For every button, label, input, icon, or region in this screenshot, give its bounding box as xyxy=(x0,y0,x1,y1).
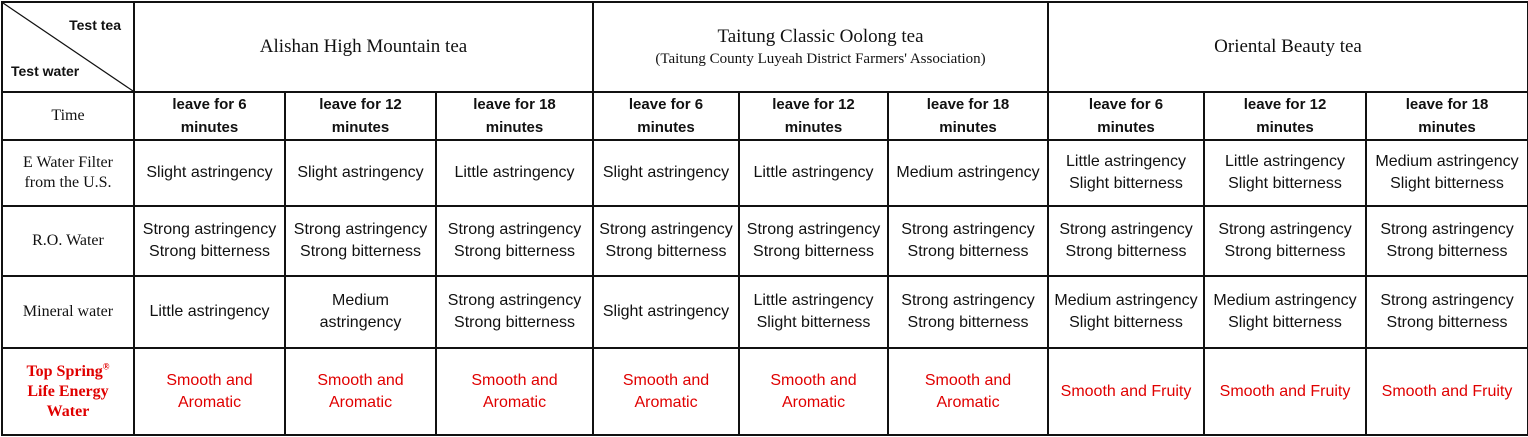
result-cell xyxy=(134,206,285,276)
result-cell xyxy=(436,276,593,348)
time-header-line: leave for 6 xyxy=(172,96,247,113)
tea-header-taitung xyxy=(593,2,1048,92)
result-cell xyxy=(285,140,436,206)
result-line: astringency xyxy=(319,314,402,331)
result-line: Smooth and xyxy=(166,371,253,389)
water-row-top-spring xyxy=(2,348,1528,435)
time-header-line: minutes xyxy=(180,119,239,136)
time-header-cell xyxy=(285,92,436,140)
result-line: Strong astringency xyxy=(447,292,582,309)
result-line: Little astringency xyxy=(753,292,874,309)
result-line: Aromatic xyxy=(936,393,1000,411)
result-line: Strong astringency xyxy=(142,221,277,238)
result-line: Strong astringency xyxy=(1380,221,1514,238)
row-label-line xyxy=(3,362,133,382)
result-cell xyxy=(436,206,593,276)
row-label-mineral-water xyxy=(2,276,134,348)
result-line: Medium xyxy=(332,292,389,309)
time-header-line: minutes xyxy=(331,119,390,136)
result-line: Strong astringency xyxy=(1218,221,1352,238)
time-row xyxy=(2,92,1528,140)
tea-comparison-table xyxy=(1,1,1528,436)
result-cell xyxy=(1204,276,1366,348)
result-line: Slight bitterness xyxy=(1228,175,1342,192)
result-cell xyxy=(593,348,739,435)
result-line: Slight bitterness xyxy=(756,314,871,331)
result-cell xyxy=(134,140,285,206)
tea-header-row xyxy=(2,2,1528,92)
result-cell xyxy=(285,206,436,276)
result-line: Strong bitterness xyxy=(1386,314,1508,331)
result-line: Smooth and Fruity xyxy=(1381,382,1513,400)
time-header-line: leave for 12 xyxy=(1243,96,1327,113)
result-line: Strong astringency xyxy=(901,292,1035,309)
result-cell xyxy=(1048,140,1204,206)
time-header-line: minutes xyxy=(784,119,843,136)
result-cell xyxy=(1366,206,1528,276)
result-line: Strong astringency xyxy=(1380,292,1514,309)
row-label-ro-water xyxy=(2,206,134,276)
result-line: Strong astringency xyxy=(447,221,582,238)
tea-header-alishan xyxy=(134,2,593,92)
result-line: Slight bitterness xyxy=(1228,314,1342,331)
result-line: Strong astringency xyxy=(293,221,428,238)
time-header-cell xyxy=(593,92,739,140)
result-line: Smooth and xyxy=(924,371,1012,389)
row-label-line: Mineral water xyxy=(22,303,114,320)
result-line: Strong astringency xyxy=(1059,221,1193,238)
result-cell xyxy=(1366,276,1528,348)
time-header-cell xyxy=(1366,92,1528,140)
time-header-line: minutes xyxy=(1418,119,1476,136)
result-cell xyxy=(1366,140,1528,206)
result-cell xyxy=(1204,348,1366,435)
time-header-cell xyxy=(1204,92,1366,140)
corner-test-tea-label: Test tea xyxy=(69,17,121,33)
result-line: Strong bitterness xyxy=(300,243,421,260)
result-cell xyxy=(593,206,739,276)
tea-name: Oriental Beauty tea xyxy=(1214,36,1362,57)
result-line: Little astringency xyxy=(454,164,575,181)
time-header-line: leave for 6 xyxy=(1088,96,1164,113)
time-header-line: minutes xyxy=(939,119,997,136)
result-cell xyxy=(739,206,888,276)
result-line: Smooth and xyxy=(471,371,558,389)
result-line: Medium astringency xyxy=(1213,292,1357,309)
result-line: Slight astringency xyxy=(602,303,730,320)
result-cell xyxy=(285,348,436,435)
result-cell xyxy=(1366,348,1528,435)
water-row-mineral-water xyxy=(2,276,1528,348)
time-header-line: leave for 12 xyxy=(772,96,855,113)
corner-test-water-label: Test water xyxy=(11,63,80,79)
result-cell xyxy=(1048,276,1204,348)
time-header-line: leave for 12 xyxy=(319,96,402,113)
result-cell xyxy=(1204,140,1366,206)
time-header-cell xyxy=(1048,92,1204,140)
result-line: Aromatic xyxy=(781,393,846,411)
brand-name: Top Spring xyxy=(26,362,103,380)
result-cell xyxy=(593,276,739,348)
row-label-line: Water xyxy=(46,402,90,420)
result-line: Little astringency xyxy=(753,164,874,181)
result-line: Strong bitterness xyxy=(1386,243,1508,260)
result-line: Slight astringency xyxy=(146,164,273,181)
result-line: Slight bitterness xyxy=(1069,314,1183,331)
result-line: Strong bitterness xyxy=(907,243,1029,260)
result-cell xyxy=(436,140,593,206)
result-line: Medium astringency xyxy=(896,164,1040,181)
result-line: Little astringency xyxy=(1065,153,1187,170)
result-cell xyxy=(739,140,888,206)
tea-name: Alishan High Mountain tea xyxy=(259,36,468,57)
row-label-line: R.O. Water xyxy=(32,232,104,249)
result-line: Strong bitterness xyxy=(149,243,270,260)
result-cell xyxy=(285,276,436,348)
result-line: Smooth and xyxy=(622,371,710,389)
row-label-line: from the U.S. xyxy=(24,174,112,191)
result-line: Little astringency xyxy=(149,303,270,320)
result-line: Strong bitterness xyxy=(753,243,874,260)
time-header-line: leave for 18 xyxy=(926,96,1010,113)
result-line: Smooth and Fruity xyxy=(1219,382,1351,400)
time-header-cell xyxy=(739,92,888,140)
time-header-line: leave for 18 xyxy=(473,96,556,113)
row-label-time: Time xyxy=(2,92,134,140)
time-header-line: leave for 18 xyxy=(1405,96,1489,113)
water-row-ro-water xyxy=(2,206,1528,276)
result-line: Strong bitterness xyxy=(1065,243,1187,260)
time-header-line: minutes xyxy=(1097,119,1155,136)
result-cell xyxy=(436,348,593,435)
water-row-e-water-filter xyxy=(2,140,1528,206)
time-header-line: leave for 6 xyxy=(628,96,704,113)
result-cell xyxy=(888,348,1048,435)
result-line: Strong bitterness xyxy=(454,314,575,331)
row-label-e-water-filter xyxy=(2,140,134,206)
tea-header-oriental-beauty xyxy=(1048,2,1528,92)
result-line: Smooth and Fruity xyxy=(1060,382,1192,400)
result-line: Smooth and xyxy=(317,371,404,389)
result-line: Strong astringency xyxy=(599,221,733,238)
result-cell xyxy=(134,348,285,435)
result-cell xyxy=(134,276,285,348)
result-line: Slight bitterness xyxy=(1069,175,1183,192)
result-line: Little astringency xyxy=(1224,153,1346,170)
result-line: Aromatic xyxy=(634,393,698,411)
result-cell xyxy=(593,140,739,206)
time-header-cell xyxy=(134,92,285,140)
tea-subtitle: (Taitung County Luyeah District Farmers' Association) xyxy=(655,51,986,67)
corner-cell xyxy=(2,2,134,92)
result-cell xyxy=(1048,206,1204,276)
result-line: Slight bitterness xyxy=(1390,175,1504,192)
time-header-line: minutes xyxy=(485,119,544,136)
result-cell xyxy=(1048,348,1204,435)
result-cell xyxy=(888,140,1048,206)
result-line: Medium astringency xyxy=(1054,292,1198,309)
result-line: Aromatic xyxy=(482,393,547,411)
row-label-line: Life Energy xyxy=(27,382,109,400)
registered-mark: ® xyxy=(102,361,110,372)
result-line: Aromatic xyxy=(177,393,242,411)
time-header-line: minutes xyxy=(637,119,695,136)
time-header-line: minutes xyxy=(1256,119,1314,136)
result-line: Aromatic xyxy=(328,393,393,411)
result-cell xyxy=(888,276,1048,348)
result-line: Strong astringency xyxy=(901,221,1035,238)
result-line: Strong bitterness xyxy=(907,314,1029,331)
result-line: Smooth and xyxy=(770,371,857,389)
result-line: Slight astringency xyxy=(297,164,424,181)
result-line: Strong astringency xyxy=(746,221,881,238)
result-line: Strong bitterness xyxy=(605,243,727,260)
result-cell xyxy=(739,348,888,435)
result-line: Slight astringency xyxy=(602,164,730,181)
row-label-top-spring xyxy=(2,348,134,435)
time-header-cell xyxy=(436,92,593,140)
result-line: Medium astringency xyxy=(1375,153,1519,170)
tea-name: Taitung Classic Oolong tea xyxy=(717,26,924,47)
result-line: Strong bitterness xyxy=(454,243,575,260)
result-cell xyxy=(739,276,888,348)
row-label-line: E Water Filter xyxy=(23,154,113,171)
result-cell xyxy=(888,206,1048,276)
result-line: Strong bitterness xyxy=(1224,243,1346,260)
result-cell xyxy=(1204,206,1366,276)
time-header-cell xyxy=(888,92,1048,140)
